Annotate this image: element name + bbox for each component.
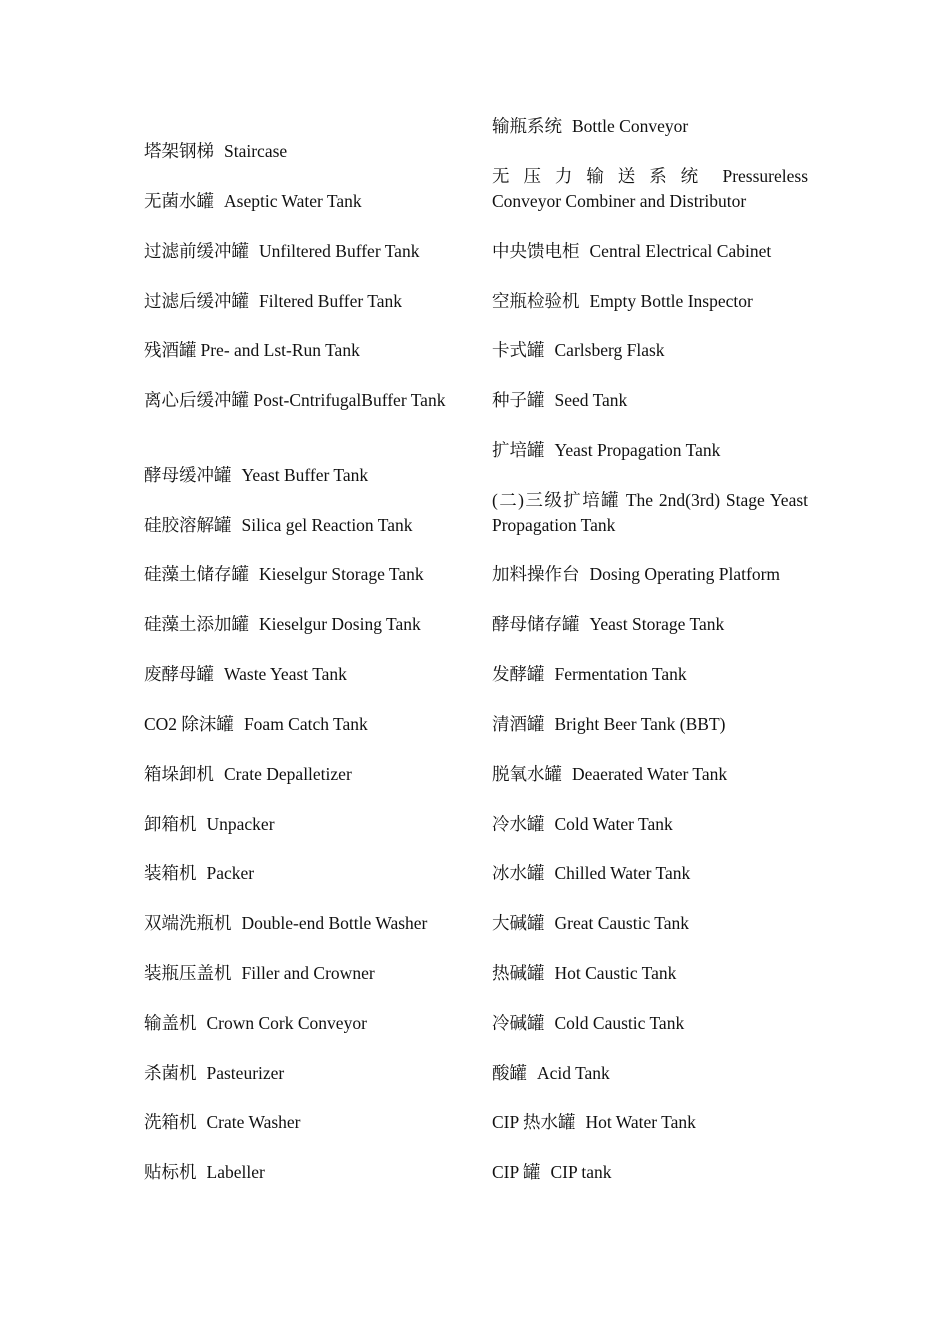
term-chinese: 过滤后缓冲罐 [144, 291, 249, 311]
list-item [492, 164, 808, 214]
term-english: Empty Bottle Inspector [589, 291, 753, 311]
term-english: Bright Beer Tank (BBT) [554, 714, 726, 734]
term-chinese: (二)三级扩培罐 [492, 490, 621, 510]
term-chinese: 脱氧水罐 [492, 764, 562, 784]
list-item [492, 662, 808, 687]
list-item [492, 388, 808, 413]
term-english: Chilled Water Tank [554, 863, 691, 883]
term-chinese: 卸箱机 [144, 814, 197, 834]
list-item [492, 1061, 808, 1086]
list-item [492, 961, 808, 986]
list-item [144, 812, 460, 837]
list-item [144, 1061, 460, 1086]
term-english: Silica gel Reaction Tank [241, 515, 413, 535]
list-item [144, 911, 460, 936]
list-item [144, 612, 460, 637]
list-item [144, 1160, 460, 1185]
term-chinese: 热碱罐 [492, 963, 545, 983]
list-item [492, 911, 808, 936]
term-english: Crown Cork Conveyor [206, 1013, 367, 1033]
term-english: Filler and Crowner [241, 963, 375, 983]
term-chinese: 清酒罐 [492, 714, 545, 734]
term-chinese: 箱垛卸机 [144, 764, 214, 784]
term-english: Double-end Bottle Washer [241, 913, 428, 933]
term-chinese: 中央馈电柜 [492, 241, 580, 261]
list-item [144, 239, 460, 264]
term-chinese: 装瓶压盖机 [144, 963, 232, 983]
list-item [144, 712, 460, 737]
term-english: Foam Catch Tank [243, 714, 368, 734]
term-english: Unpacker [206, 814, 275, 834]
term-english: Cold Water Tank [554, 814, 673, 834]
list-item [144, 961, 460, 986]
term-english: Carlsberg Flask [554, 340, 665, 360]
list-item [492, 289, 808, 314]
term-english: Cold Caustic Tank [554, 1013, 685, 1033]
term-chinese: 洗箱机 [144, 1112, 197, 1132]
term-chinese: 冷碱罐 [492, 1013, 545, 1033]
term-chinese: 卡式罐 [492, 340, 545, 360]
list-item [144, 338, 460, 363]
term-chinese: CIP 热水罐 [492, 1112, 576, 1132]
term-english: Yeast Storage Tank [589, 614, 725, 634]
list-item [492, 861, 808, 886]
term-chinese: 双端洗瓶机 [144, 913, 232, 933]
term-english: Acid Tank [537, 1063, 610, 1083]
term-english: Fermentation Tank [554, 664, 687, 684]
term-english: Aseptic Water Tank [224, 191, 362, 211]
list-item [492, 239, 808, 264]
term-chinese: CO2 除沫罐 [144, 714, 234, 734]
term-chinese: 无压力输送系统 [492, 166, 713, 186]
term-chinese: 离心后缓冲罐 [144, 390, 249, 410]
term-chinese: 酸罐 [492, 1063, 527, 1083]
list-item [492, 338, 808, 363]
term-chinese: 扩培罐 [492, 440, 545, 460]
term-english: Post-CntrifugalBuffer Tank [253, 390, 446, 410]
term-english: Pasteurizer [206, 1063, 285, 1083]
term-english: Bottle Conveyor [572, 116, 689, 136]
term-english: Yeast Buffer Tank [241, 465, 369, 485]
list-item [144, 1110, 460, 1135]
list-item [492, 762, 808, 787]
term-chinese: 种子罐 [492, 390, 545, 410]
term-english: Hot Water Tank [585, 1112, 696, 1132]
term-chinese: 冰水罐 [492, 863, 545, 883]
term-chinese: 硅藻土添加罐 [144, 614, 249, 634]
term-chinese: 装箱机 [144, 863, 197, 883]
term-chinese: 酵母储存罐 [492, 614, 580, 634]
list-item [492, 114, 808, 139]
term-chinese: 无菌水罐 [144, 191, 214, 211]
list-item [144, 762, 460, 787]
term-chinese: 贴标机 [144, 1162, 197, 1182]
list-item [144, 513, 460, 538]
term-chinese: CIP 罐 [492, 1162, 541, 1182]
list-item [144, 388, 460, 413]
list-item [492, 712, 808, 737]
list-item [144, 189, 460, 214]
term-chinese: 硅藻土储存罐 [144, 564, 249, 584]
term-english: Dosing Operating Platform [589, 564, 781, 584]
term-english: Hot Caustic Tank [554, 963, 677, 983]
term-english: Seed Tank [554, 390, 628, 410]
list-item [144, 289, 460, 314]
list-item [492, 1011, 808, 1036]
term-english: Staircase [224, 141, 288, 161]
term-chinese: 废酵母罐 [144, 664, 214, 684]
term-chinese: 杀菌机 [144, 1063, 197, 1083]
list-item [144, 562, 460, 587]
term-chinese: 塔架钢梯 [144, 141, 214, 161]
list-item [492, 1160, 808, 1185]
term-english: Central Electrical Cabinet [589, 241, 772, 261]
term-english: Great Caustic Tank [554, 913, 690, 933]
term-english: The 2nd(3rd) Stage Yeast Propagation Tank [492, 490, 809, 535]
term-english: Crate Washer [206, 1112, 301, 1132]
list-item [144, 662, 460, 687]
list-item [492, 562, 808, 587]
term-english: Kieselgur Dosing Tank [259, 614, 421, 634]
term-chinese: 输瓶系统 [492, 116, 562, 136]
list-item [144, 861, 460, 886]
term-english: Unfiltered Buffer Tank [259, 241, 420, 261]
term-chinese: 大碱罐 [492, 913, 545, 933]
term-chinese: 过滤前缓冲罐 [144, 241, 249, 261]
term-chinese: 残酒罐 [144, 340, 197, 360]
list-item [492, 812, 808, 837]
term-english: Waste Yeast Tank [224, 664, 347, 684]
term-english: CIP tank [550, 1162, 612, 1182]
term-chinese: 加料操作台 [492, 564, 580, 584]
term-english: Crate Depalletizer [224, 764, 352, 784]
list-item [144, 1011, 460, 1036]
list-item [492, 1110, 808, 1135]
term-chinese: 发酵罐 [492, 664, 545, 684]
list-item [492, 612, 808, 637]
term-english: Packer [206, 863, 255, 883]
term-english: Deaerated Water Tank [572, 764, 728, 784]
term-chinese: 输盖机 [144, 1013, 197, 1033]
term-english: Kieselgur Storage Tank [259, 564, 424, 584]
term-chinese: 冷水罐 [492, 814, 545, 834]
list-item [144, 139, 460, 164]
term-english: Filtered Buffer Tank [259, 291, 402, 311]
list-item [492, 488, 808, 538]
list-item [144, 463, 460, 488]
term-english: Yeast Propagation Tank [554, 440, 721, 460]
term-english: Pre- and Lst-Run Tank [200, 340, 360, 360]
term-chinese: 空瓶检验机 [492, 291, 580, 311]
term-chinese: 酵母缓冲罐 [144, 465, 232, 485]
list-item [492, 438, 808, 463]
term-chinese: 硅胶溶解罐 [144, 515, 232, 535]
term-english: Labeller [206, 1162, 265, 1182]
term-english: Pressureless Conveyor Combiner and Distributor [492, 166, 809, 211]
